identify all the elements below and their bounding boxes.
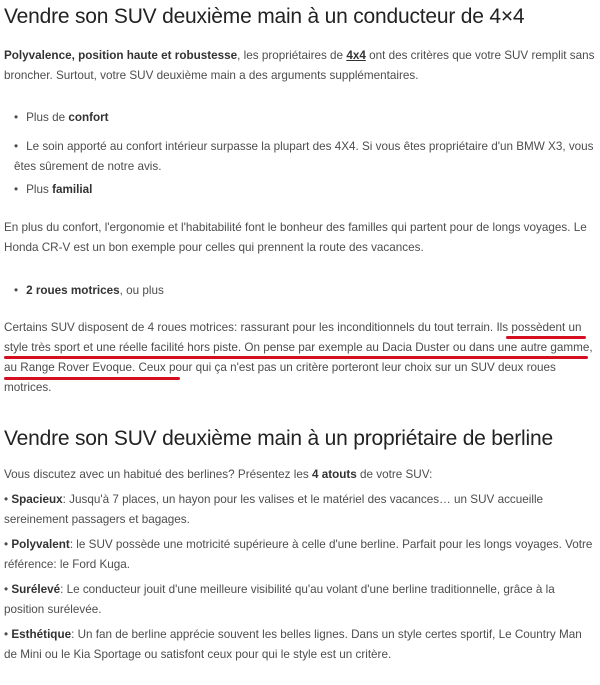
atout-text: : Jusqu'à 7 places, un hayon pour les valises et le matériel des vacances… un SUV accueille sereinement passagers et bagages. [4,493,544,526]
familial-prefix: Plus [26,183,53,196]
bullet-confort [4,108,600,128]
familial-strong: familial [52,183,93,196]
roues-suffix: , ou plus [119,284,164,297]
atout-text: : Le conducteur jouit d'une meilleure visibilité qu'au volant d'une berline traditionnelle, grâce à la position surélevée. [4,583,555,616]
intro-mid: , les propriétaires de [237,49,347,62]
atout-label: Polyvalent [11,538,70,551]
section1-heading: Vendre son SUV deuxième main à un conducteur de 4×4 [4,5,525,28]
intro-rest: ont des critères que votre SUV remplit sans broncher. Surtout, votre SUV deuxième main a des arguments supplémentaires. [4,49,595,82]
confort-strong: confort [68,111,109,124]
4x4-link[interactable]: 4x4 [346,49,366,62]
atout-polyvalent: • Polyvalent: le SUV possède une motricité supérieure à celle d'une berline. Parfait pour les longs voyages. Votre référence: le Ford Kuga. [4,538,593,571]
section1-intro [4,46,596,86]
familial-text: En plus du confort, l'ergonomie et l'habitabilité font le bonheur des familles qui partent pour de longs voyages. Le Honda CR-V est un bon exemple pour celles qui prennent la route des vacances. [4,221,587,254]
atout-label: Esthétique [11,628,72,641]
highlight-underline-1 [506,336,586,339]
atout-text: : Un fan de berline apprécie souvent les belles lignes. Dans un style certes sportif, Le Country Man de Mini ou le Kia Sportage ou satisfont ceux pour qui le style est un critère. [4,628,582,661]
atout-esthetique: • Esthétique: Un fan de berline apprécie souvent les belles lignes. Dans un style certes sportif, Le Country Man de Mini ou le Kia Sportage ou satisfont ceux pour qui le style est un critère. [4,628,582,661]
roues-strong: 2 roues motrices [26,284,120,297]
section2-heading: Vendre son SUV deuxième main à un propriétaire de berline [4,427,553,450]
confort-text [4,137,600,177]
atout-spacieux: • Spacieux: Jusqu'à 7 places, un hayon pour les valises et le matériel des vacances… un SUV accueille sereinement passagers et bagages. [4,493,544,526]
roues-before: Certains SUV disposent de 4 roues motrices: rassurant pour les inconditionnels du tout terrain. [4,321,497,334]
intro-strong: Polyvalence, position haute et robustesse [4,49,238,62]
atout-label: Surélevé [11,583,61,596]
section2-intro-after: de votre SUV: [356,468,433,481]
atout-sureleve: • Surélevé: Le conducteur jouit d'une meilleure visibilité qu'au volant d'une berline traditionnelle, grâce à la position surélevée. [4,583,555,616]
atout-label: Spacieux [11,493,63,506]
bullet-roues [4,281,600,301]
confort-text-body: Le soin apporté au confort intérieur surpasse la plupart des 4X4. Si vous êtes propriétaire d'un BMW X3, vous êtes sûrement de notre avis. [14,140,594,173]
section2-intro-strong: 4 atouts [311,468,357,481]
confort-prefix: Plus de [26,111,69,124]
bullet-familial [4,180,600,200]
atout-text: : le SUV possède une motricité supérieure à celle d'une berline. Parfait pour les longs voyages. Votre référence: le Ford Kuga. [4,538,593,571]
section2-intro-before: Vous discutez avec un habitué des berlines? Présentez les [4,468,312,481]
highlight-underline-3 [4,377,180,380]
roues-after: . Ceux pour qui ça n'est pas un critère porteront leur choix sur un SUV deux roues motrices. [4,361,556,394]
highlight-underline-2 [4,356,588,359]
roues-highlight: Ils possèdent un style très sport et une réelle facilité hors piste. On pense par exemple au Dacia Duster ou dans une autre gamme, au Range Rover Evoque [4,321,593,374]
section2-intro [4,465,596,485]
